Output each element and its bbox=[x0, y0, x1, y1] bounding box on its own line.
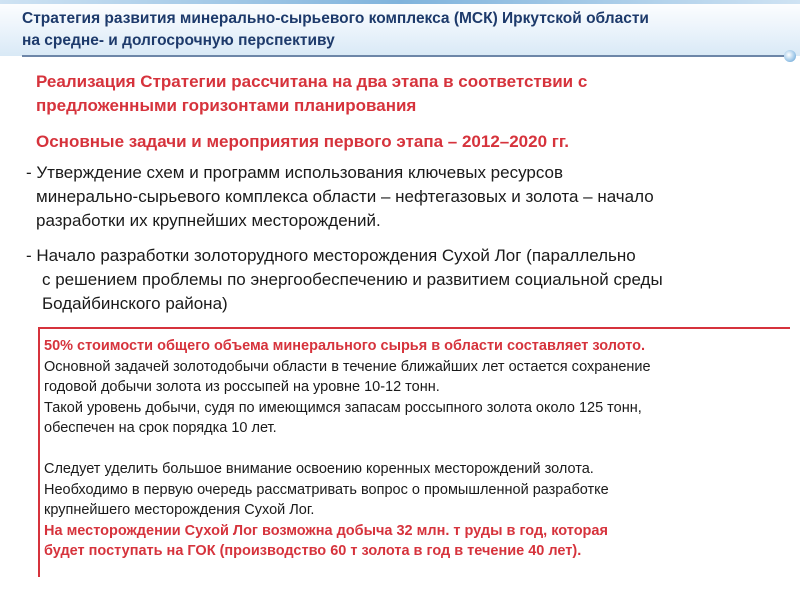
intro-line-1: Реализация Стратегии рассчитана на два этапа в соответствии с bbox=[36, 72, 588, 91]
bullet-2-line-1: - Начало разработки золоторудного месторождения Сухой Лог (параллельно bbox=[26, 246, 636, 265]
note-para1-line-4: обеспечен на срок порядка 10 лет. bbox=[44, 420, 277, 436]
title-line-1: Стратегия развития минерально-сырьевого комплекса (МСК) Иркутской области bbox=[22, 10, 649, 27]
bullet-item bbox=[26, 161, 786, 233]
title-line-2: на средне- и долгосрочную перспективу bbox=[22, 32, 335, 49]
note-spacer bbox=[44, 439, 796, 460]
note-para2-line-1: Следует уделить большое внимание освоению коренных месторождений золота. bbox=[44, 461, 594, 477]
note-highlight-bottom-line-1: На месторождении Сухой Лог возможна добыча 32 млн. т руды в год, которая bbox=[44, 522, 608, 539]
page-title bbox=[22, 8, 782, 52]
note-para1-line-3: Такой уровень добычи, судя по имеющимся запасам россыпного золота около 125 тонн, bbox=[44, 399, 642, 416]
bullet-1-line-3: разработки их крупнейших месторождений. bbox=[36, 211, 381, 230]
note-para2-line-2: Необходимо в первую очередь рассматривать вопрос о промышленной разработке bbox=[44, 481, 609, 498]
header-divider bbox=[22, 55, 784, 57]
bullet-1-line-1: - Утверждение схем и программ использования ключевых ресурсов bbox=[26, 163, 564, 182]
note-highlight-bottom-line-2: будет поступать на ГОК (производство 60 т золота в год в течение 40 лет). bbox=[44, 543, 582, 559]
note-para1-line-2: годовой добычи золота из россыпей на уровне 10-12 тонн. bbox=[44, 379, 440, 395]
bullet-2-line-2: с решением проблемы по энергообеспечению и развитием социальной среды bbox=[42, 270, 663, 289]
note-para1-line-1: Основной задачей золотодобычи области в течение ближайших лет остается сохранение bbox=[44, 358, 651, 375]
bullet-1-line-2: минерально-сырьевого комплекса области – нефтегазовых и золота – начало bbox=[36, 187, 654, 206]
note-box bbox=[44, 336, 796, 562]
intro-line-2: предложенными горизонтами планирования bbox=[36, 96, 417, 115]
divider-end-dot-icon bbox=[784, 50, 796, 62]
header-accent-bar bbox=[0, 0, 800, 4]
note-para2-line-3: крупнейшего месторождения Сухой Лог. bbox=[44, 502, 315, 518]
bullet-item bbox=[26, 244, 786, 316]
bullet-2-line-3: Бодайбинского района) bbox=[42, 294, 228, 313]
note-highlight-top: 50% стоимости общего объема минерального сырья в области составляет золото. bbox=[44, 338, 645, 354]
stage-heading: Основные задачи и мероприятия первого этапа – 2012–2020 гг. bbox=[36, 132, 569, 151]
intro-heading bbox=[36, 70, 776, 118]
